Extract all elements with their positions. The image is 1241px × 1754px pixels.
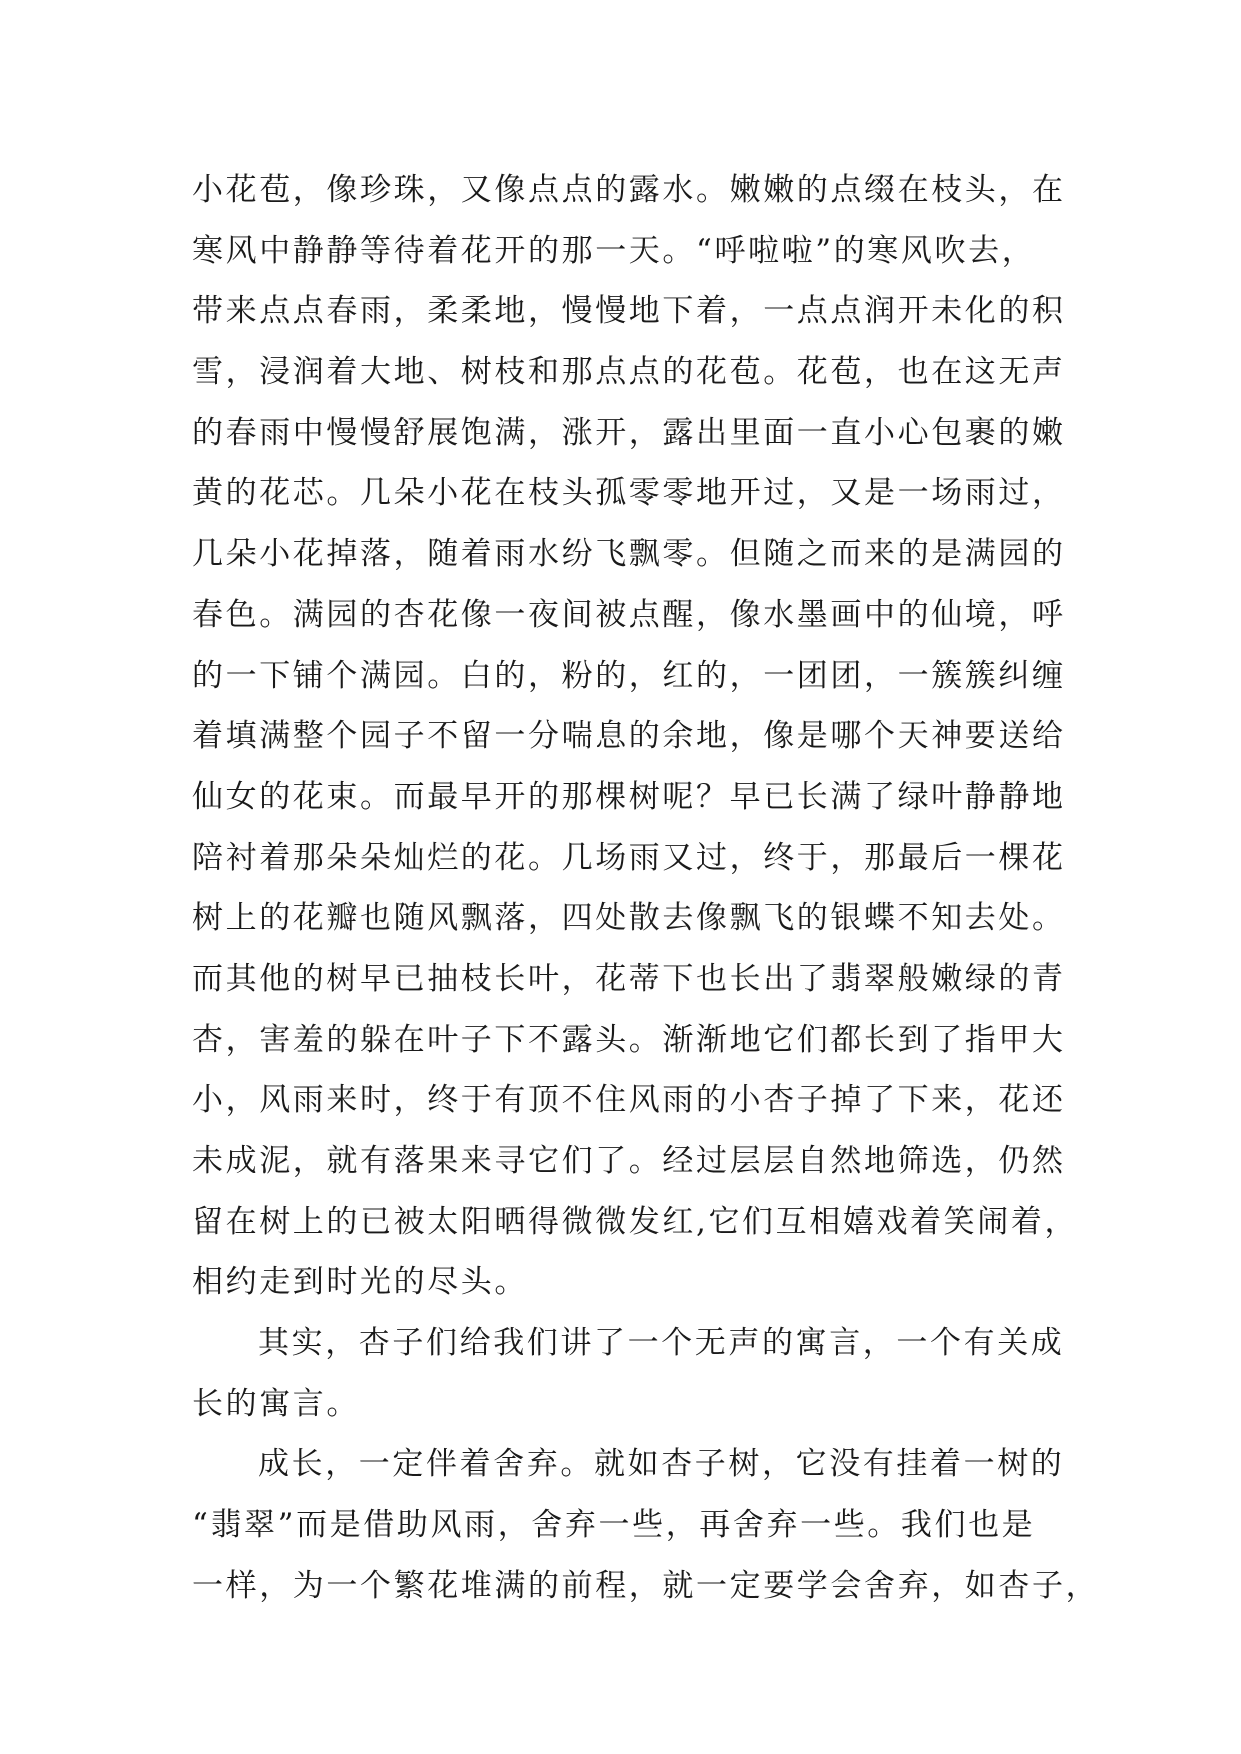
body-text	[192, 160, 1100, 1617]
text-line: 长的寓言。	[192, 1385, 360, 1422]
text-line: 未成泥，就有落果来寻它们了。经过层层自然地筛选，仍然	[192, 1143, 1066, 1179]
text-line: 杏，害羞的躲在叶子下不露头。渐渐地它们都长到了指甲大	[192, 1021, 1066, 1058]
text-line: 留在树上的已被太阳晒得微微发红,它们互相嬉戏着笑闹着，	[192, 1203, 1079, 1240]
text-line: 树上的花瓣也随风飘落，四处散去像飘飞的银蝶不知去处。	[192, 900, 1066, 937]
paragraph-first-line: 其实，杏子们给我们讲了一个无声的寓言，一个有关成	[258, 1325, 1065, 1362]
text-line: 小，风雨来时，终于有顶不住风雨的小杏子掉了下来，花还	[192, 1082, 1066, 1119]
text-line: 陪衬着那朵朵灿烂的花。几场雨又过，终于，那最后一棵花	[192, 839, 1066, 876]
text-line: 相约走到时光的尽头。	[192, 1264, 528, 1301]
paragraph-first-line: 成长，一定伴着舍弃。就如杏子树，它没有挂着一树的	[258, 1446, 1065, 1483]
text-line: 带来点点春雨，柔柔地，慢慢地下着，一点点润开未化的积	[192, 293, 1066, 330]
text-line: 的春雨中慢慢舒展饱满，涨开，露出里面一直小心包裹的嫩	[192, 414, 1066, 451]
text-line: 一样，为一个繁花堆满的前程，就一定要学会舍弃，如杏子，	[192, 1567, 1100, 1604]
text-line: 寒风中静静等待着花开的那一天。“呼啦啦”的寒风吹去，	[192, 232, 1036, 269]
text-line: 仙女的花束。而最早开的那棵树呢？早已长满了绿叶静静地	[192, 778, 1066, 815]
text-line: 而其他的树早已抽枝长叶，花蒂下也长出了翡翠般嫩绿的青	[192, 960, 1066, 997]
text-line: 雪，浸润着大地、树枝和那点点的花苞。花苞，也在这无声	[192, 354, 1066, 391]
text-line: 黄的花芯。几朵小花在枝头孤零零地开过，又是一场雨过，	[192, 475, 1066, 512]
text-line: “翡翠”而是借助风雨，舍弃一些，再舍弃一些。我们也是	[192, 1507, 1036, 1544]
text-line: 小花苞，像珍珠，又像点点的露水。嫩嫩的点缀在枝头，在	[192, 172, 1066, 208]
text-line: 几朵小花掉落，随着雨水纷飞飘零。但随之而来的是满园的	[192, 536, 1066, 573]
text-line: 春色。满园的杏花像一夜间被点醒，像水墨画中的仙境，呼	[192, 596, 1066, 633]
text-line: 的一下铺个满园。白的，粉的，红的，一团团，一簇簇纠缠	[192, 657, 1066, 694]
text-line: 着填满整个园子不留一分喘息的余地，像是哪个天神要送给	[192, 718, 1066, 755]
